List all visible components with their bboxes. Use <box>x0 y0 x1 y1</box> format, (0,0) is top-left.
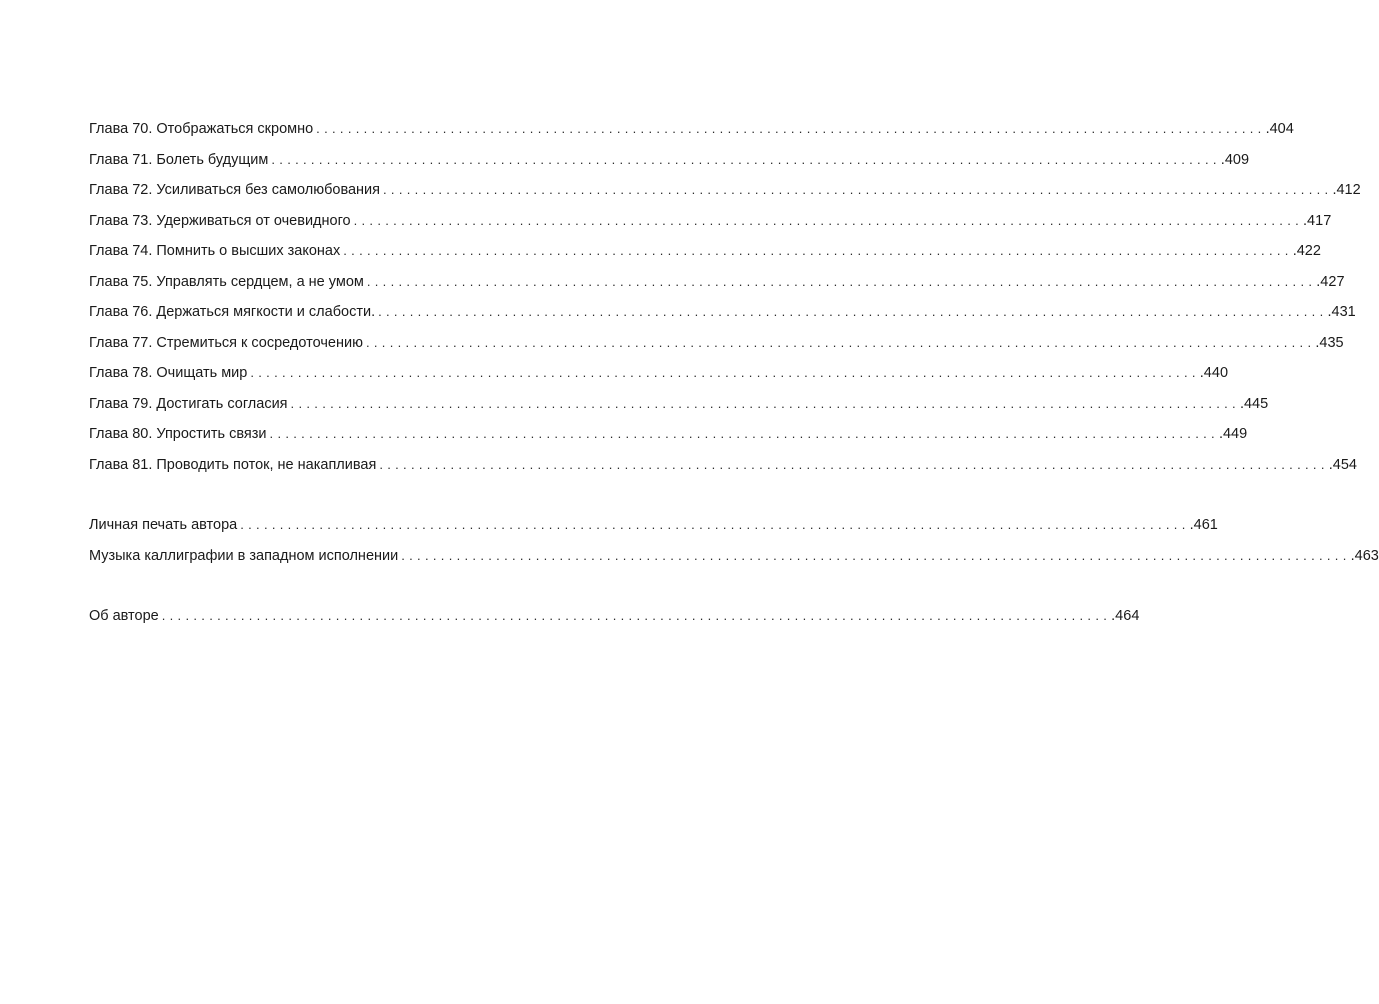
dot-leader: ........................................................................................................................ <box>366 273 1317 289</box>
toc-entry-page: .440 <box>1199 365 1229 381</box>
dot-leader: ........................................................................................................................ <box>383 182 1333 197</box>
toc-entry <box>89 267 1345 298</box>
dot-leader: ........................................................................................................................ <box>161 608 1112 623</box>
toc-entry-title: Об авторе <box>89 608 159 624</box>
toc-entry-title: Глава 77. Стремиться к сосредоточению <box>89 334 363 351</box>
dot-leader: ........................................................................................................................ <box>401 547 1351 563</box>
toc-entry-page: .464 <box>1111 608 1140 624</box>
toc-entry-title: Музыка каллиграфии в западном исполнении <box>89 547 399 564</box>
toc-entry <box>89 510 1218 541</box>
toc-group-about <box>89 601 1140 632</box>
toc-entry <box>89 601 1140 632</box>
dot-leader: ........................................................................................................................ <box>353 212 1304 228</box>
dot-leader: ........................................................................................................................ <box>365 334 1316 350</box>
toc-entry-title: Глава 80. Упростить связи <box>89 426 267 442</box>
toc-entry-title: Глава 74. Помнить о высших законах <box>89 243 341 259</box>
toc-entry-title: Глава 78. Очищать мир <box>89 365 248 381</box>
toc-entry-page: .427 <box>1316 273 1345 290</box>
toc-entry-title: Глава 75. Управлять сердцем, а не умом <box>89 273 364 290</box>
table-of-contents <box>89 114 1379 632</box>
toc-entry-page: .445 <box>1239 395 1269 412</box>
toc-entry-title: Личная печать автора <box>89 517 238 533</box>
toc-entry-page: .431 <box>1327 304 1356 320</box>
toc-entry-title: Глава 81. Проводить поток, не накапливая <box>89 456 377 473</box>
toc-group-chapters <box>89 114 1361 480</box>
toc-entry-title: Глава 73. Удерживаться от очевидного <box>89 212 351 229</box>
dot-leader: ........................................................................................................................ <box>379 456 1329 472</box>
toc-entry <box>89 236 1321 267</box>
toc-entry-page: .449 <box>1218 426 1248 442</box>
toc-entry <box>89 206 1332 237</box>
toc-entry-page: .435 <box>1315 334 1344 351</box>
toc-entry-page: .454 <box>1328 456 1357 473</box>
toc-entry-page: .463 <box>1350 547 1379 564</box>
toc-entry <box>89 114 1294 145</box>
toc-entry <box>89 358 1229 389</box>
dot-leader: ........................................................................................................................ <box>343 243 1293 258</box>
toc-entry <box>89 541 1379 572</box>
dot-leader: ........................................................................................................................ <box>240 517 1190 532</box>
toc-entry-page: .409 <box>1220 151 1250 168</box>
toc-entry-title: Глава 71. Болеть будущим <box>89 151 269 168</box>
toc-entry-title: Глава 72. Усиливаться без самолюбования <box>89 182 381 198</box>
toc-entry <box>89 175 1361 206</box>
toc-entry-page: .404 <box>1265 121 1294 137</box>
dot-leader: ........................................................................................................................ <box>378 304 1328 319</box>
toc-entry <box>89 389 1269 420</box>
dot-leader: ........................................................................................................................ <box>271 151 1221 167</box>
dot-leader: ........................................................................................................................ <box>290 395 1240 411</box>
toc-entry-page: .417 <box>1303 212 1332 229</box>
toc-entry <box>89 297 1356 328</box>
toc-entry <box>89 328 1344 359</box>
toc-entry-page: .422 <box>1292 243 1321 259</box>
toc-entry-title: Глава 76. Держаться мягкости и слабости. <box>89 304 376 320</box>
dot-leader: ........................................................................................................................ <box>269 426 1219 441</box>
toc-entry <box>89 450 1357 481</box>
dot-leader: ........................................................................................................................ <box>316 121 1266 136</box>
toc-entry-title: Глава 79. Достигать согласия <box>89 395 288 412</box>
toc-entry-page: .412 <box>1332 182 1361 198</box>
toc-group-appendix <box>89 510 1379 571</box>
toc-entry-page: .461 <box>1189 517 1218 533</box>
dot-leader: ........................................................................................................................ <box>250 365 1200 380</box>
toc-entry <box>89 145 1250 176</box>
toc-entry <box>89 419 1248 450</box>
toc-entry-title: Глава 70. Отображаться скромно <box>89 121 314 137</box>
